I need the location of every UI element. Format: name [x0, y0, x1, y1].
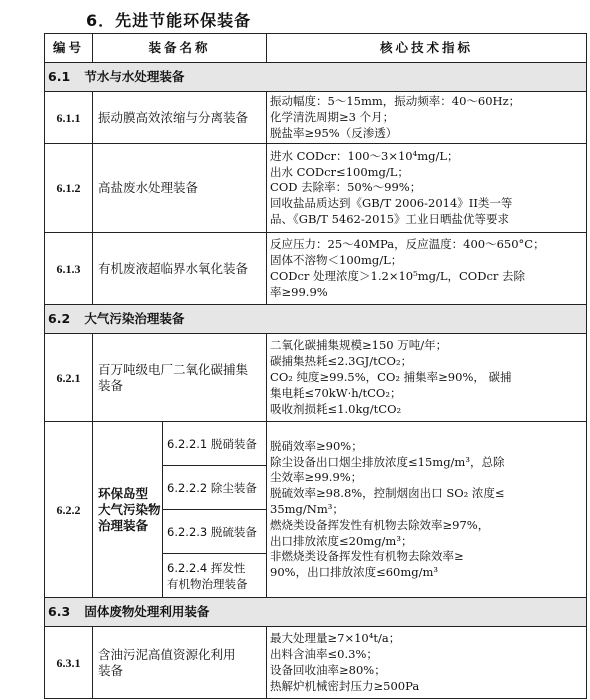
section-title: 大气污染治理装备 [84, 311, 185, 327]
spec-cell [267, 334, 587, 422]
spec-line: 35mg/Nm³； [270, 501, 344, 516]
table-row [45, 233, 587, 305]
spec-line: 最大处理量≥7×10⁴t/a； [270, 631, 401, 646]
spec-line: 固体不溶物＜100mg/L； [270, 253, 403, 268]
spec-line: 设备回收油率≥80%； [270, 662, 386, 677]
column-header-specs: 核心技术指标 [267, 34, 587, 63]
spec-cell [267, 627, 587, 699]
sub-equipment-dedusting: 6.2.2.2 除尘装备 [163, 466, 267, 510]
sub-equipment-voc [163, 554, 267, 598]
equipment-name-line: 含油污泥高值资源化利用 [98, 646, 236, 662]
section-cell [45, 598, 587, 627]
section-title: 节水与水处理装备 [84, 69, 185, 84]
spec-line: 90%，出口排放浓度≤60mg/m³ [270, 565, 439, 580]
spec-line: 非燃烧类设备挥发性有机物去除效率≥ [270, 549, 464, 564]
row-number: 6.2.2 [45, 422, 93, 598]
spec-line: COD 去除率：50%～99%； [270, 180, 422, 195]
sub-equipment-line: 6.2.2.4 挥发性 [167, 560, 246, 575]
spec-line: CODcr 处理浓度＞1.2×10⁵mg/L，CODcr 去除 [270, 268, 526, 283]
spec-cell [267, 422, 587, 598]
section-cell [45, 305, 587, 334]
equipment-name-line: 治理装备 [98, 517, 149, 533]
sub-equipment-denitrification: 6.2.2.1 脱硝装备 [163, 422, 267, 466]
row-number: 6.2.1 [45, 334, 93, 422]
table-row [45, 144, 587, 233]
section-number: 6.2 [48, 311, 71, 327]
spec-line: 二氧化碳捕集规模≥150 万吨/年； [270, 338, 448, 353]
spec-line: 出料含油率≤0.3%； [270, 647, 378, 662]
spec-line: 热解炉机械密封压力≥500Pa [270, 678, 420, 693]
equipment-name-line: 装备 [98, 662, 124, 678]
spec-line: 集电耗≤70kW·h/tCO₂； [270, 385, 402, 400]
table-row [45, 627, 587, 699]
table-header-row [45, 34, 587, 63]
equipment-name-line: 装备 [98, 377, 124, 393]
spec-line: 吸收剂损耗≤1.0kg/tCO₂ [270, 401, 402, 416]
equipment-table [44, 33, 587, 699]
section-cell [45, 63, 587, 92]
section-heading: 6．先进节能环保装备 [86, 11, 252, 30]
equipment-name [93, 627, 267, 699]
equipment-name [93, 422, 163, 598]
equipment-name: 有机废液超临界水氧化装备 [93, 233, 267, 305]
spec-line: 率≥99.9% [270, 284, 328, 299]
spec-line: 反应压力：25～40MPa，反应温度：400～650°C； [270, 237, 545, 252]
spec-line: 脱硝效率≥90%； [270, 438, 363, 453]
spec-line: 品、《GB/T 5462-2015》工业日晒盐优等要求 [270, 212, 510, 227]
spec-line: 出水 CODcr≤100mg/L； [270, 164, 409, 179]
column-header-name: 装备名称 [93, 34, 267, 63]
spec-line: 化学清洗周期≥3 个月； [270, 109, 395, 124]
spec-line: 出口排放浓度≤20mg/m³； [270, 533, 413, 548]
section-row [45, 63, 587, 92]
spec-line: 振动幅度：5～15mm，振动频率：40～60Hz； [270, 94, 521, 108]
spec-line: 燃烧类设备挥发性有机物去除效率≥97%， [270, 517, 490, 532]
spec-line: 进水 CODcr：100～3×10⁴mg/L； [270, 148, 459, 163]
row-number: 6.1.2 [45, 144, 93, 233]
equipment-name: 高盐废水处理装备 [93, 144, 267, 233]
spec-line: 除尘设备出口烟尘排放浓度≤15mg/m³，总除 [270, 454, 505, 469]
section-row [45, 598, 587, 627]
spec-line: 碳捕集热耗≤2.3GJ/tCO₂； [270, 354, 413, 369]
equipment-name-line: 百万吨级电厂二氧化碳捕集 [98, 361, 249, 377]
spec-line: 回收盐品质达到《GB/T 2006-2014》II类一等 [270, 196, 513, 211]
row-number: 6.3.1 [45, 627, 93, 699]
spec-line: 尘效率≥99.9%； [270, 470, 363, 485]
equipment-name [93, 334, 267, 422]
section-number: 6.1 [48, 69, 71, 84]
equipment-name: 振动膜高效浓缩与分离装备 [93, 92, 267, 144]
section-row [45, 305, 587, 334]
table-row [45, 92, 587, 144]
row-number: 6.1.3 [45, 233, 93, 305]
equipment-name-line: 环保岛型 [98, 485, 149, 501]
sub-equipment-desulfurization: 6.2.2.3 脱硫装备 [163, 510, 267, 554]
equipment-name-line: 大气污染物 [98, 501, 161, 517]
spec-cell [267, 233, 587, 305]
spec-cell [267, 144, 587, 233]
section-number: 6.3 [48, 604, 71, 620]
table-row [45, 422, 587, 466]
sub-equipment-line: 有机物治理装备 [167, 576, 248, 591]
spec-cell [267, 92, 587, 144]
table-row [45, 334, 587, 422]
section-title: 固体废物处理利用装备 [84, 604, 210, 620]
column-header-number: 编号 [45, 34, 93, 63]
spec-line: 脱盐率≥95%（反渗透） [270, 125, 398, 140]
row-number: 6.1.1 [45, 92, 93, 144]
spec-line: 脱硫效率≥98.8%，控制烟囱出口 SO₂ 浓度≤ [270, 486, 505, 501]
spec-line: CO₂ 纯度≥99.5%，CO₂ 捕集率≥90%， 碳捕 [270, 369, 512, 384]
